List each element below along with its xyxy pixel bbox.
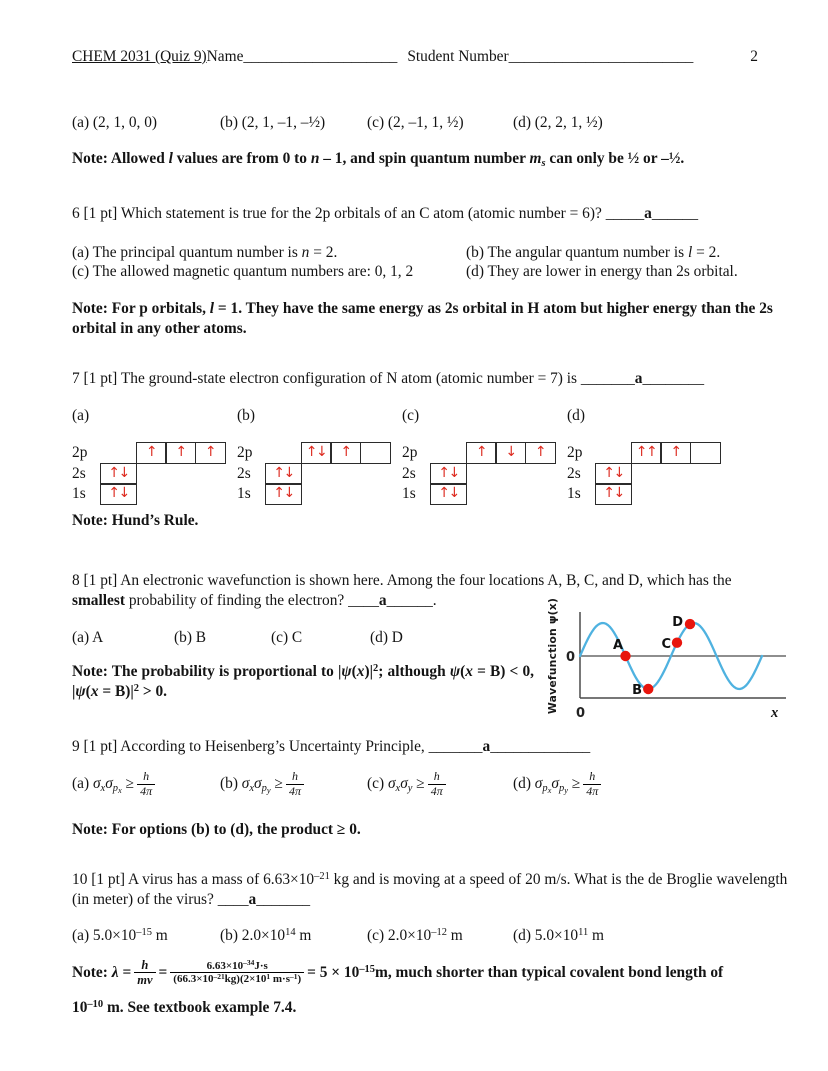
fraction (286, 770, 304, 799)
course-title: CHEM 2031 (Quiz 9) (72, 48, 207, 65)
q9-option-a-expr: (a) σxσp$_x$ ≥ (72, 775, 135, 795)
q10-options (72, 926, 772, 948)
q7-option-c-label: (c) (402, 407, 420, 424)
orbital-box: ↑↓ (265, 483, 302, 505)
fraction-denominator: 4π (288, 783, 301, 798)
point-label-A: A (612, 638, 623, 653)
q5-option-a: (a) (2, 1, 0, 0) (72, 114, 158, 131)
q7-text: 7 [1 pt] The ground-state electron configuration of N atom (atomic number = 7) is _______a________ (72, 370, 705, 387)
q9-option-c (367, 770, 449, 799)
q10-option-b: (b) $2.0\times 10^{14}$ m (220, 927, 312, 944)
orbital-box: ↓ (495, 442, 526, 464)
q9-option-a (72, 770, 158, 799)
q7-option-b (237, 406, 391, 505)
q9-options (72, 770, 772, 810)
q8-option-b: (b) B (174, 629, 207, 646)
q8-option-a: (a) A (72, 629, 104, 646)
fraction-numerator: h (137, 770, 155, 785)
y-zero-label: 0 (565, 650, 575, 665)
orbital-diagram-b (237, 442, 391, 505)
q8-option-c: (c) C (271, 629, 303, 646)
row-label-1s: 1s (567, 485, 581, 503)
fraction-numeric (170, 960, 304, 986)
q7-option-a-label: (a) (72, 407, 90, 424)
page-header (72, 47, 758, 67)
q8-text: 8 [1 pt] An electronic wavefunction is shown here. Among the four locations A, B, C, and D, which has the smallest probability of finding the electron? ____a______. (72, 572, 732, 610)
q10-option-d: (d) $5.0\times 10^{11}$ m (513, 927, 605, 944)
x-axis-title: x (771, 705, 779, 721)
orbital-box: ↑↓ (265, 463, 302, 485)
note-result: = $5 \times 10^{-15}m$, much shorter than typical covalent bond length of (307, 963, 724, 981)
spacer (265, 442, 302, 464)
q10-note-formula (72, 958, 723, 988)
q6-text: 6 [1 pt] Which statement is true for the 2p orbitals of an C atom (atomic number = 6)? _____a______ (72, 205, 699, 222)
equals-sign: = (158, 963, 168, 981)
orbital-diagram-a (72, 442, 226, 505)
q6-option-d: (d) They are lower in energy than 2s orbital. (466, 263, 738, 280)
student-number-label: Student Number (407, 48, 509, 65)
orbital-box: ↑↑ (631, 442, 662, 464)
orbital-diagram-c (402, 442, 556, 505)
point-label-B: B (632, 683, 642, 698)
orbital-box: ↑↓ (595, 483, 632, 505)
q7-note: Note: Hund’s Rule. (72, 512, 199, 529)
fraction-numerator: h (286, 770, 304, 785)
q9-option-b-expr: (b) σxσp$_y$ ≥ (220, 775, 283, 795)
orbital-box (360, 442, 391, 464)
fraction-numerator: h (583, 770, 601, 785)
orbital-box: ↑ (136, 442, 167, 464)
fraction-denominator: 4π (430, 783, 443, 798)
fraction (137, 770, 155, 799)
row-label-2s: 2s (72, 464, 86, 482)
q7-option-a (72, 406, 226, 505)
y-axis-label: Wavefunction ψ(x) (546, 597, 559, 715)
q5-options-row (72, 113, 772, 135)
q7-option-d-label: (d) (567, 407, 585, 424)
q7-orbital-diagrams (72, 406, 762, 518)
q9-note: Note: For options (b) to (d), the product ≥ 0. (72, 821, 361, 838)
row-label-2s: 2s (237, 464, 251, 482)
orbital-diagram-d (567, 442, 721, 505)
orbital-box: ↑ (330, 442, 361, 464)
q9-text: 9 [1 pt] According to Heisenberg’s Uncertainty Principle, _______a_____________ (72, 738, 591, 755)
q10-text: 10 [1 pt] A virus has a mass of $6.63\times 10^{-21}$ kg and is moving at a speed of 20 m/s. What is the de Broglie wavelength (in meter) of the virus? ____a_______ (72, 871, 788, 909)
name-label: Name (206, 48, 244, 65)
point-label-C: C (661, 637, 671, 652)
x-zero-label: 0 (576, 706, 586, 721)
row-label-1s: 1s (72, 485, 86, 503)
spacer (100, 442, 137, 464)
student-number-blank: ________________________ (508, 48, 694, 65)
fraction-denominator: 4π (140, 783, 153, 798)
point-label-D: D (672, 615, 683, 630)
fraction-numerator: h (134, 958, 155, 973)
row-label-2s: 2s (567, 464, 581, 482)
q10-option-c: (c) $2.0\times 10^{-12}$ m (367, 927, 463, 944)
q6-option-b: (b) The angular quantum number is l = 2. (466, 244, 721, 261)
orbital-box: ↑↓ (595, 463, 632, 485)
spacer (430, 442, 467, 464)
q5-option-c: (c) (2, –1, 1, ½) (367, 114, 464, 131)
row-label-1s: 1s (402, 485, 416, 503)
fraction (428, 770, 446, 799)
q10-note-line2: $10^{-10}$ m. See textbook example 7.4. (72, 999, 297, 1016)
q6-option-a: (a) The principal quantum number is n = 2. (72, 244, 338, 261)
q9-option-b (220, 770, 307, 799)
q8-options (72, 628, 532, 648)
q9-option-c-expr: (c) σxσy ≥ (367, 775, 425, 795)
q6-options (72, 243, 788, 283)
q5-option-d: (d) (2, 2, 1, ½) (513, 114, 603, 131)
row-label-1s: 1s (237, 485, 251, 503)
row-label-2p: 2p (72, 444, 88, 462)
fraction-denominator: 4π (586, 783, 599, 798)
point-dot-B (643, 684, 653, 694)
row-label-2s: 2s (402, 464, 416, 482)
note-prefix: Note: λ = (72, 963, 132, 981)
row-label-2p: 2p (237, 444, 253, 462)
point-dot-D (685, 619, 695, 629)
orbital-box: ↑ (165, 442, 196, 464)
q5-note: Note: Allowed l values are from 0 to n – 1, and spin quantum number ms can only be ½ or –½. (72, 150, 685, 169)
q8-option-d: (d) D (370, 629, 403, 646)
name-blank: ____________________ (243, 48, 398, 65)
orbital-box: ↑ (466, 442, 497, 464)
orbital-box: ↑ (195, 442, 226, 464)
orbital-box: ↑↓ (100, 483, 137, 505)
q9-option-d (513, 770, 604, 799)
orbital-box: ↑ (525, 442, 556, 464)
orbital-box: ↑↓ (430, 463, 467, 485)
spacer (595, 442, 632, 464)
fraction-denominator: $(66.3\times 10^{-21}kg)(2\times 10^1$ $m\cdot s^{-1}$) (173, 972, 302, 986)
q7-option-b-label: (b) (237, 407, 255, 424)
orbital-box: ↑↓ (301, 442, 332, 464)
q7-option-d (567, 406, 721, 505)
fraction (583, 770, 601, 799)
row-label-2p: 2p (567, 444, 583, 462)
q6-note: Note: For p orbitals, l = 1. They have the same energy as 2s orbital in H atom but higher energy than the 2s orbital in any other atoms. (72, 300, 773, 338)
q9-option-d-expr: (d) $\sigma p_x\sigma p_y$ ≥ (513, 775, 581, 795)
q5-option-b: (b) (2, 1, –1, –½) (220, 114, 326, 131)
fraction-denominator: mv (137, 973, 153, 988)
orbital-box: ↑↓ (430, 483, 467, 505)
point-dot-C (672, 638, 682, 648)
fraction-numerator: $6.63\times 10^{-34}J\cdot s$ (170, 960, 304, 974)
orbital-box: ↑↓ (100, 463, 137, 485)
fraction-h-over-mv (134, 958, 155, 988)
page-number: 2 (750, 48, 758, 65)
fraction-numerator: h (428, 770, 446, 785)
q7-option-c (402, 406, 556, 505)
row-label-2p: 2p (402, 444, 418, 462)
q8-note: Note: The probability is proportional to $|\psi(x)|^2$; although ψ(x = B) < 0, $|\psi(x = B)|^2 > 0$. (72, 663, 534, 701)
orbital-box: ↑ (660, 442, 691, 464)
q10-option-a: (a) $5.0\times 10^{-15}$ m (72, 927, 168, 944)
q6-option-c: (c) The allowed magnetic quantum numbers are: 0, 1, 2 (72, 263, 414, 280)
wavefunction-svg (545, 586, 790, 730)
orbital-box (690, 442, 721, 464)
